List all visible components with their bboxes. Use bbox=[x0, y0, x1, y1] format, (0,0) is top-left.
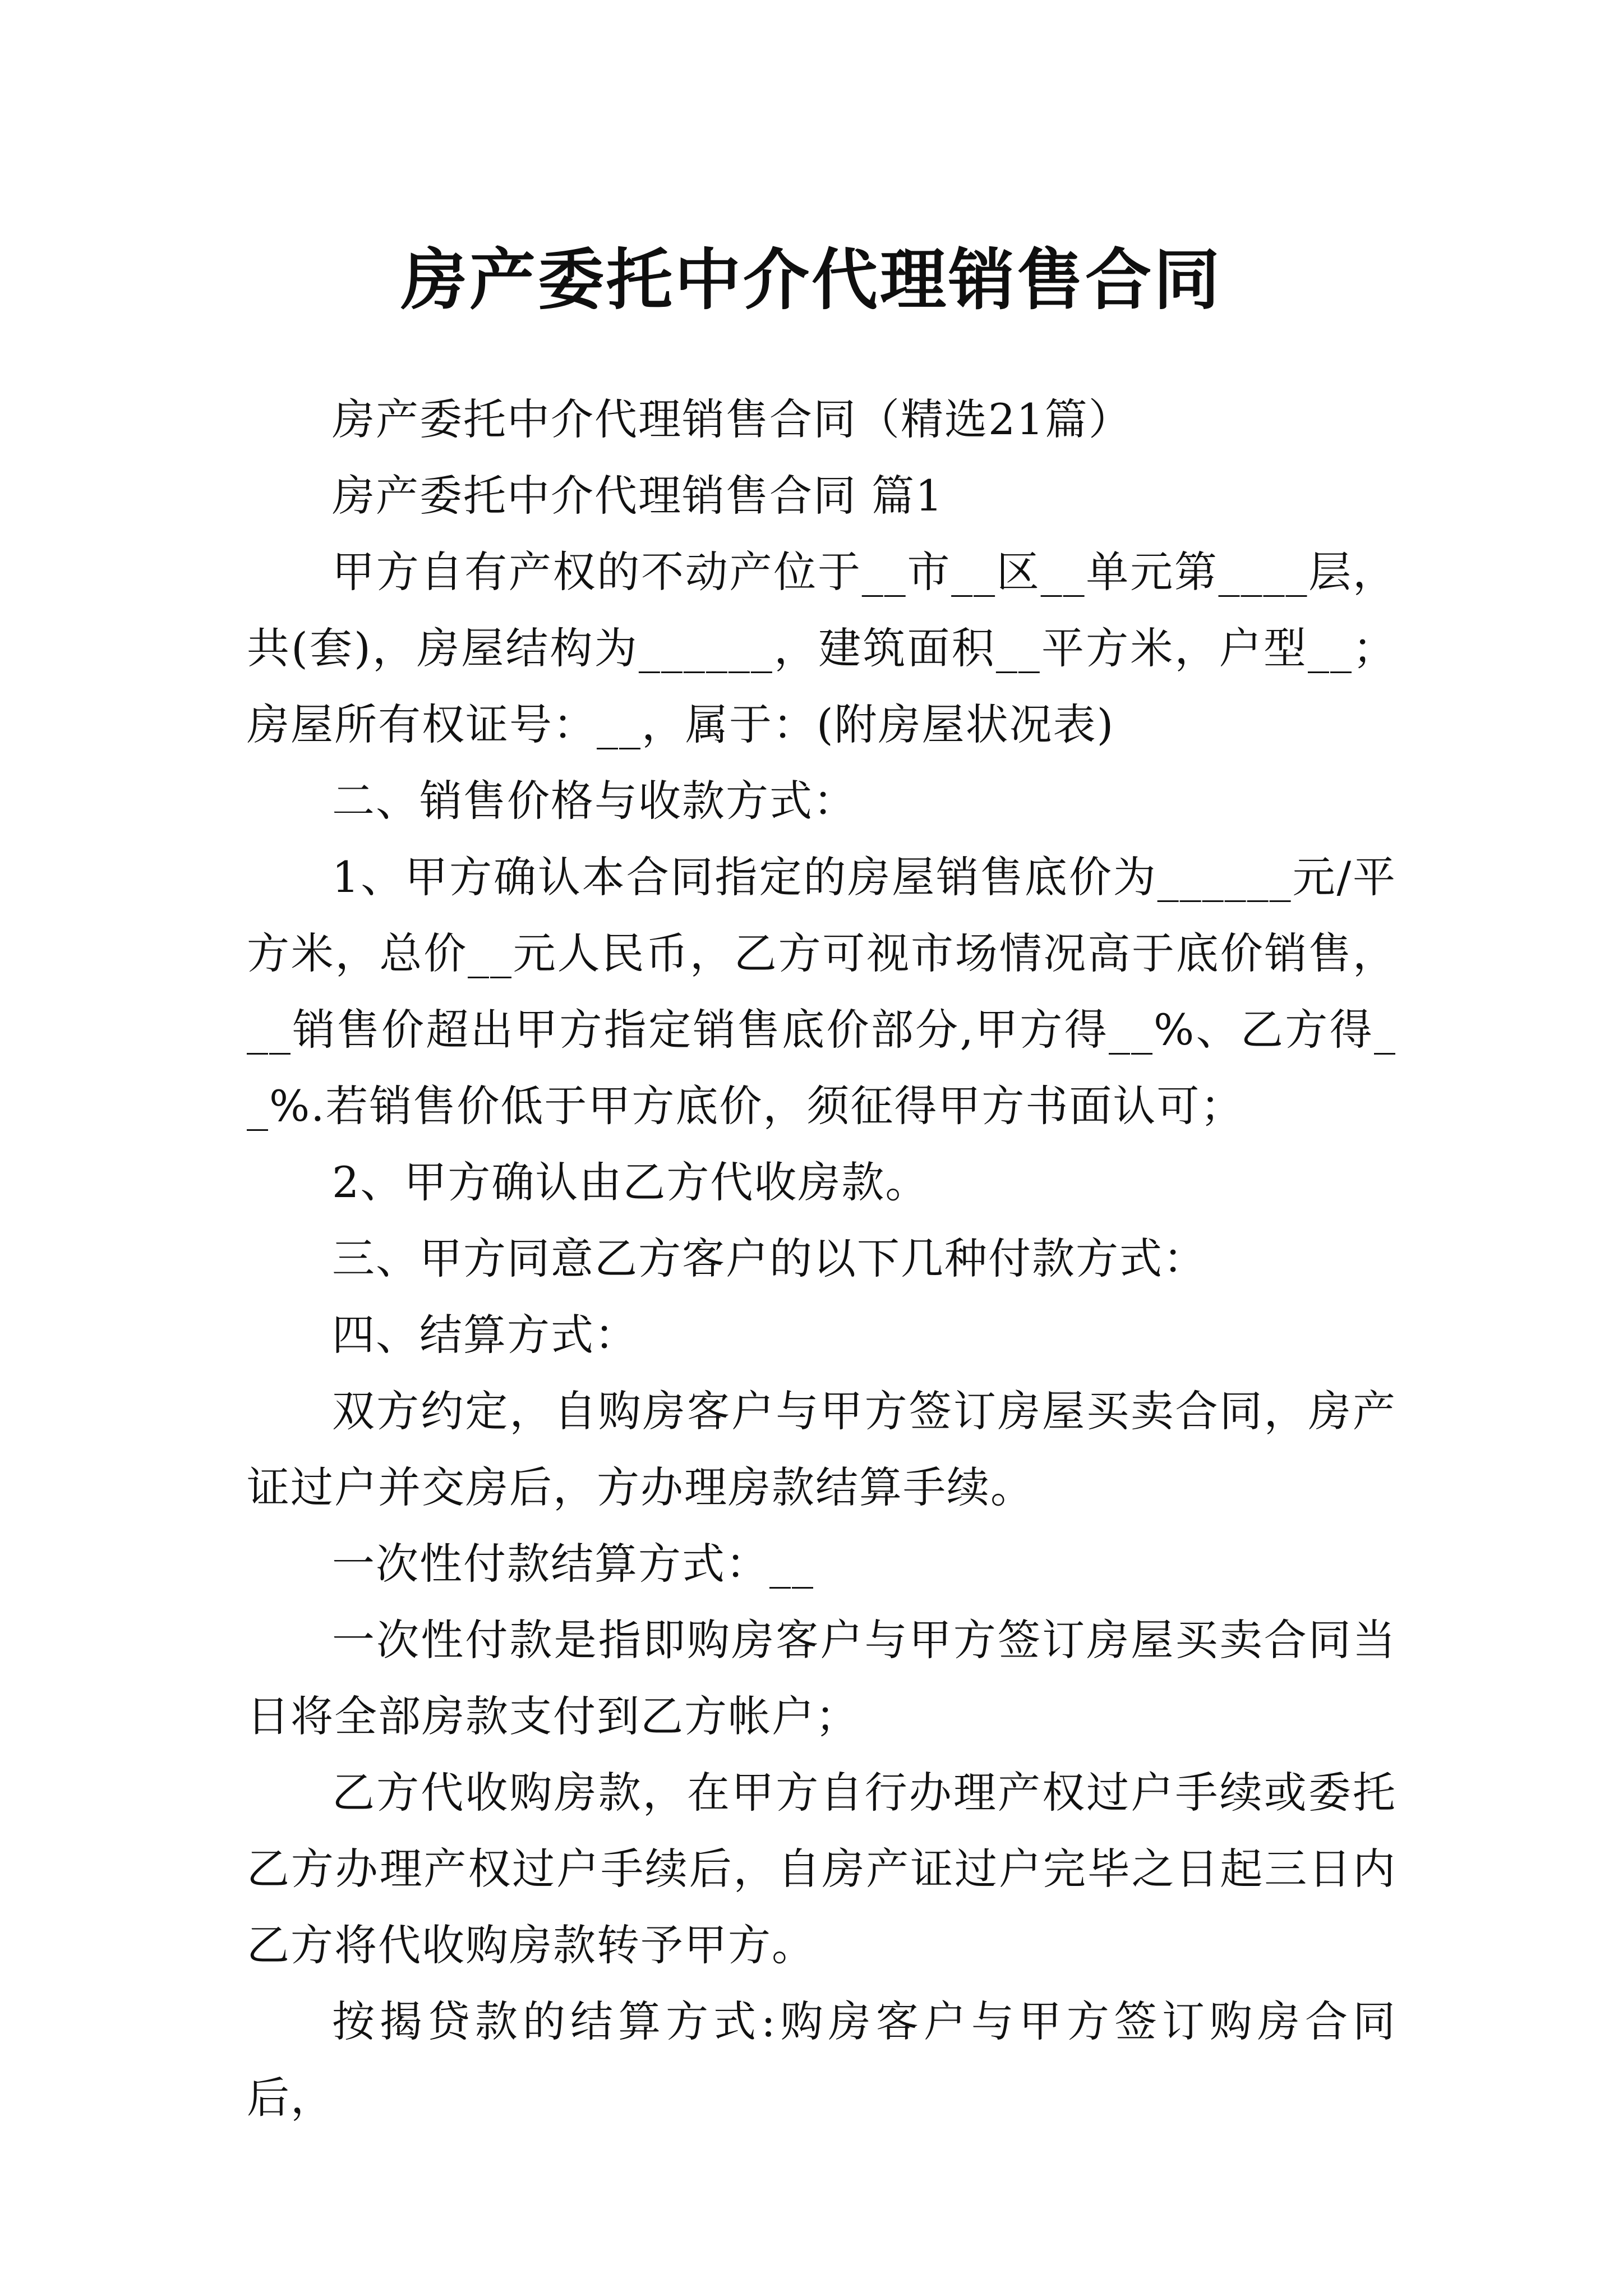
paragraph-lump-sum-method: 一次性付款结算方式：__ bbox=[332, 1539, 814, 1589]
paragraph-mortgage-settlement: 按揭贷款的结算方式:购房客户与甲方签订购房合同后， bbox=[247, 1996, 1396, 2123]
paragraph-proceeds-transfer: 乙方代收购房款，在甲方自行办理产权过户手续或委托乙方办理产权过户手续后，自房产证过户完毕之日起三日内乙方将代收购房款转予甲方。 bbox=[247, 1768, 1396, 1970]
document-title: 房产委托中介代理销售合同 bbox=[400, 241, 1222, 319]
paragraph-settlement-heading: 四、结算方式： bbox=[332, 1310, 638, 1360]
paragraph-settlement-agreement: 双方约定，自购房客户与甲方签订房屋买卖合同，房产证过户并交房后，方办理房款结算手续。 bbox=[247, 1386, 1396, 1512]
document-body bbox=[247, 381, 1396, 2136]
paragraph-subtitle: 房产委托中介代理销售合同（精选21篇） bbox=[332, 394, 1132, 444]
paragraph-lump-sum-definition: 一次性付款是指即购房客户与甲方签订房屋买卖合同当日将全部房款支付到乙方帐户； bbox=[247, 1615, 1396, 1741]
paragraph-section-heading: 房产委托中介代理销售合同 篇1 bbox=[332, 471, 944, 521]
paragraph-property-location: 甲方自有产权的不动产位于__市__区__单元第____层，共(套)，房屋结构为______，建筑面积__平方米，户型__；房屋所有权证号：__，属于：(附房屋状况表) bbox=[247, 547, 1396, 749]
paragraph-payment-methods-heading: 三、甲方同意乙方客户的以下几种付款方式： bbox=[332, 1234, 1207, 1283]
paragraph-price-terms: 1、甲方确认本合同指定的房屋销售底价为______元/平方米，总价__元人民币，乙方可视市场情况高于底价销售，__销售价超出甲方指定销售底价部分,甲方得__%、乙方得__%.若销售价低于甲方底价，须征得甲方书面认可； bbox=[247, 852, 1396, 1131]
paragraph-payment-collection: 2、甲方确认由乙方代收房款。 bbox=[332, 1157, 929, 1207]
paragraph-price-heading: 二、销售价格与收款方式： bbox=[332, 776, 857, 826]
